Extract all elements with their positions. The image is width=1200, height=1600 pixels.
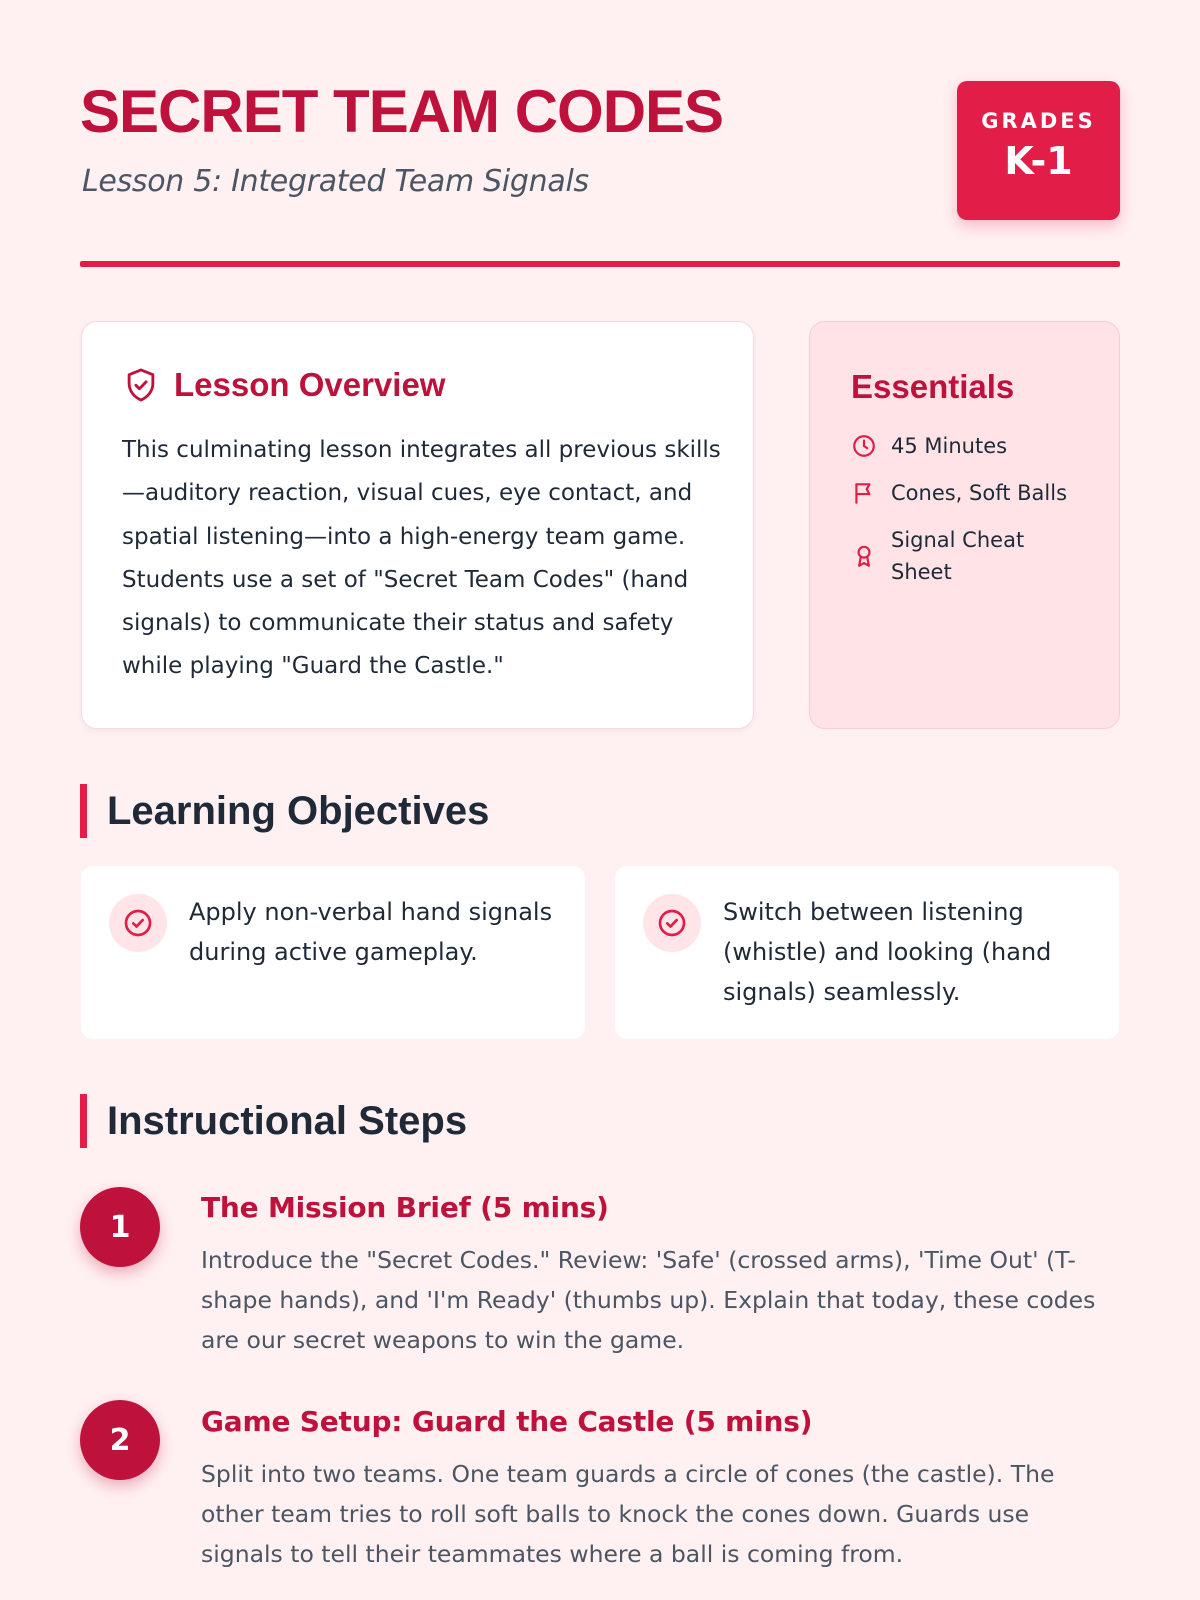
flag-icon — [851, 480, 877, 506]
step-description: Split into two teams. One team guards a circle of cones (the castle). The other team tries to roll soft balls to knock the cones down. Guards use signals to tell their teammates where a ball is coming from. — [201, 1460, 1055, 1568]
objective-icon-badge — [109, 894, 167, 952]
essential-item-materials — [851, 477, 1067, 509]
essential-item-duration — [851, 430, 1007, 462]
step-description: Introduce the "Secret Codes." Review: 'Safe' (crossed arms), 'Time Out' (T-shape hands), and 'I'm Ready' (thumbs up). Explain that today, these codes are our secret weapons to win the game. — [201, 1246, 1096, 1354]
steps-heading — [80, 1094, 467, 1148]
step-number-badge: 2 — [80, 1400, 160, 1480]
objectives-heading-label: Learning Objectives — [107, 788, 490, 833]
page-title: SECRET TEAM CODES — [80, 78, 724, 145]
step-title: The Mission Brief (5 mins) — [201, 1191, 609, 1224]
step-title: Game Setup: Guard the Castle (5 mins) — [201, 1405, 813, 1438]
objective-text: Switch between listening (whistle) and looking (hand signals) seamlessly. — [723, 898, 1052, 1006]
overview-heading-label: Lesson Overview — [174, 366, 446, 403]
check-circle-icon — [122, 907, 154, 939]
objective-card — [81, 866, 585, 1039]
steps-heading-label: Instructional Steps — [107, 1098, 468, 1143]
essential-item-handout — [851, 524, 1051, 588]
clock-icon — [851, 433, 877, 459]
award-icon — [851, 543, 877, 569]
essential-label: Cones, Soft Balls — [891, 481, 1068, 505]
objective-card — [615, 866, 1119, 1039]
essentials-card — [809, 321, 1120, 729]
essential-label: 45 Minutes — [891, 434, 1008, 458]
shield-check-icon — [122, 366, 160, 404]
objective-text: Apply non-verbal hand signals during active gameplay. — [189, 898, 553, 966]
essential-label: Signal Cheat Sheet — [891, 528, 1025, 584]
objective-icon-badge — [643, 894, 701, 952]
lesson-overview-card — [81, 321, 754, 729]
step-number-badge: 1 — [80, 1187, 160, 1267]
objectives-heading — [80, 784, 489, 838]
grade-value: K-1 — [1004, 139, 1073, 183]
lesson-subtitle: Lesson 5: Integrated Team Signals — [82, 164, 589, 199]
essentials-heading: Essentials — [851, 368, 1015, 405]
header-divider — [80, 261, 1120, 267]
grade-label: GRADES — [981, 109, 1096, 133]
overview-text: This culminating lesson integrates all previous skills—auditory reaction, visual cues, eye contact, and spatial listening—into a high-energy team game. Students use a set of "Secret Team Codes" (hand signals) to communicate their status and safety while playing "Guard the Castle." — [122, 437, 721, 680]
grade-badge — [957, 81, 1120, 220]
check-circle-icon — [656, 907, 688, 939]
overview-heading — [122, 366, 445, 404]
